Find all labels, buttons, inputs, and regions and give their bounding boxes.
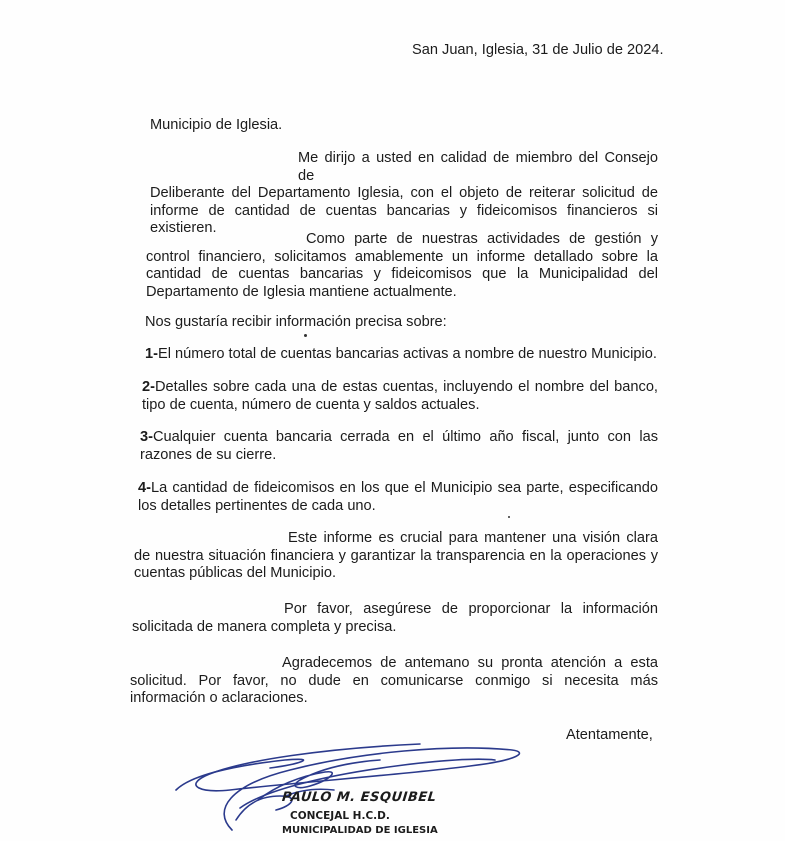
paragraph-1-line: existieren. — [150, 220, 217, 236]
paragraph-4-line: Por favor, asegúrese de proporcionar la información — [284, 601, 658, 617]
list-item-2 — [142, 379, 658, 414]
paragraph-5-line: Agradecemos de antemano su pronta atención a esta — [282, 655, 658, 671]
paragraph-4-line: solicitada de manera completa y precisa. — [132, 618, 397, 635]
paragraph-3-line: cuentas públicas del Municipio. — [134, 565, 336, 581]
paragraph-1-line: Me dirijo a usted en calidad de miembro del Consejo de — [298, 150, 658, 184]
list-item-text: El número total de cuentas bancarias activas a nombre de nuestro Municipio. — [157, 346, 657, 362]
list-item-line — [140, 429, 658, 447]
paragraph-3-line: de nuestra situación financiera y garantizar la transparencia en la operaciones y — [134, 547, 658, 564]
list-item-1 — [145, 346, 657, 364]
paragraph-3 — [134, 530, 658, 583]
paragraph-1 — [150, 150, 658, 238]
paragraph-1-line: informe de cantidad de cuentas bancarias y fideicomisos financieros si — [150, 202, 658, 219]
list-item-line: tipo de cuenta, número de cuenta y saldos actuales. — [142, 396, 480, 413]
place-date: San Juan, Iglesia, 31 de Julio de 2024. — [412, 42, 664, 58]
list-item-3 — [140, 429, 658, 464]
list-item-line: los detalles pertinentes de cada uno. — [138, 497, 376, 514]
recipient: Municipio de Iglesia. — [150, 117, 283, 133]
list-item-line: razones de su cierre. — [140, 446, 277, 463]
paragraph-2-line: Departamento de Iglesia mantiene actualmente. — [146, 283, 457, 300]
paragraph-5-line: información o aclaraciones. — [130, 690, 308, 706]
signer-title: CONCEJAL H.C.D. — [290, 810, 390, 822]
list-item-number: 4- — [138, 480, 151, 496]
closing: Atentamente, — [566, 727, 653, 743]
list-intro: Nos gustaría recibir información precisa sobre: — [145, 314, 447, 330]
speck — [304, 334, 307, 337]
paragraph-5-line: solicitud. Por favor, no dude en comunicarse conmigo si necesita más — [130, 672, 658, 689]
paragraph-2 — [146, 231, 658, 301]
signer-name: PAULO M. ESQUIBEL — [281, 790, 438, 805]
list-item-line — [142, 379, 658, 397]
paragraph-2-line: cantidad de cuentas bancarias y fideicomisos que la Municipalidad del — [146, 266, 658, 282]
list-item-number: 2- — [142, 379, 155, 395]
paragraph-2-line: Como parte de nuestras actividades de gestión y — [306, 231, 658, 247]
paragraph-5 — [130, 655, 658, 708]
signer-institution: MUNICIPALIDAD DE IGLESIA — [282, 825, 438, 836]
list-item-number: 3- — [140, 429, 153, 445]
paragraph-4 — [132, 601, 658, 636]
paragraph-2-line: control financiero, solicitamos amablemente un informe detallado sobre la — [146, 248, 658, 265]
list-item-4 — [138, 480, 658, 515]
list-item-line — [138, 480, 658, 498]
list-item-text: La cantidad de fideicomisos en los que el Municipio sea parte, especificando — [150, 480, 658, 496]
list-item-number: 1- — [145, 346, 158, 362]
paragraph-3-line: Este informe es crucial para mantener una visión clara — [288, 530, 658, 546]
paragraph-1-line: Deliberante del Departamento Iglesia, con el objeto de reiterar solicitud de — [150, 185, 658, 201]
list-item-text: Cualquier cuenta bancaria cerrada en el último año fiscal, junto con las — [152, 429, 658, 445]
speck — [508, 516, 510, 518]
list-item-text: Detalles sobre cada una de estas cuentas, incluyendo el nombre del banco, — [154, 379, 658, 395]
